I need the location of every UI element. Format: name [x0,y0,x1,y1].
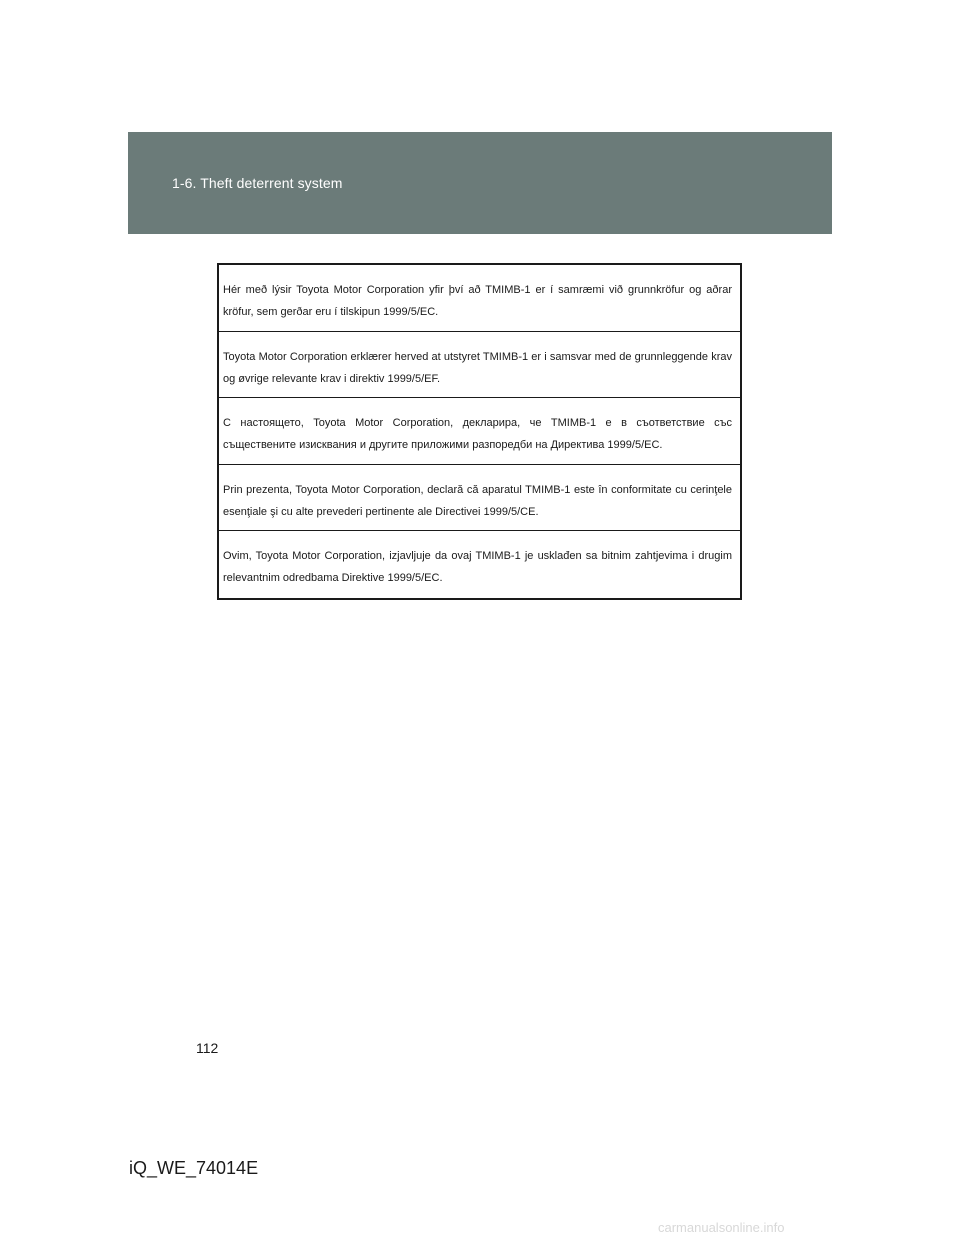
document-code: iQ_WE_74014E [129,1158,259,1178]
declarations-table [217,263,742,600]
page-number: 112 [196,1040,219,1056]
declaration-icelandic: Hér með lýsir Toyota Motor Corporation yfir því að TMIMB-1 er í samræmi við grunnkröfur og aðrar kröfur, sem gerðar eru í tilskipun 1999/5/EC. [219,265,740,332]
declaration-croatian: Ovim, Toyota Motor Corporation, izjavljuje da ovaj TMIMB-1 je usklađen sa bitnim zahtjevima i drugim relevantnim odredbama Direktive 1999/5/EC. [223,550,732,585]
declaration-norwegian: Toyota Motor Corporation erklærer herved at utstyret TMIMB-1 er i samsvar med de grunnleggende krav og øvrige relevante krav i direktiv 1999/5/EF. [219,332,740,399]
section-title: 1-6. Theft deterrent system [172,175,343,191]
declaration-bulgarian: С настоящето, Toyota Motor Corporation, декларира, че TMIMB-1 е в съответствие със съществените изисквания и другите приложими разпоредби на Директива 1999/5/ЕС. [219,398,740,465]
watermark-text: carmanualsonline.info [658,1220,785,1235]
declaration-romanian: Prin prezenta, Toyota Motor Corporation, declară că aparatul TMIMB-1 este în conformitate cu cerinţele esenţiale şi cu alte prevederi pertinente ale Directivei 1999/5/CE. [219,465,740,532]
